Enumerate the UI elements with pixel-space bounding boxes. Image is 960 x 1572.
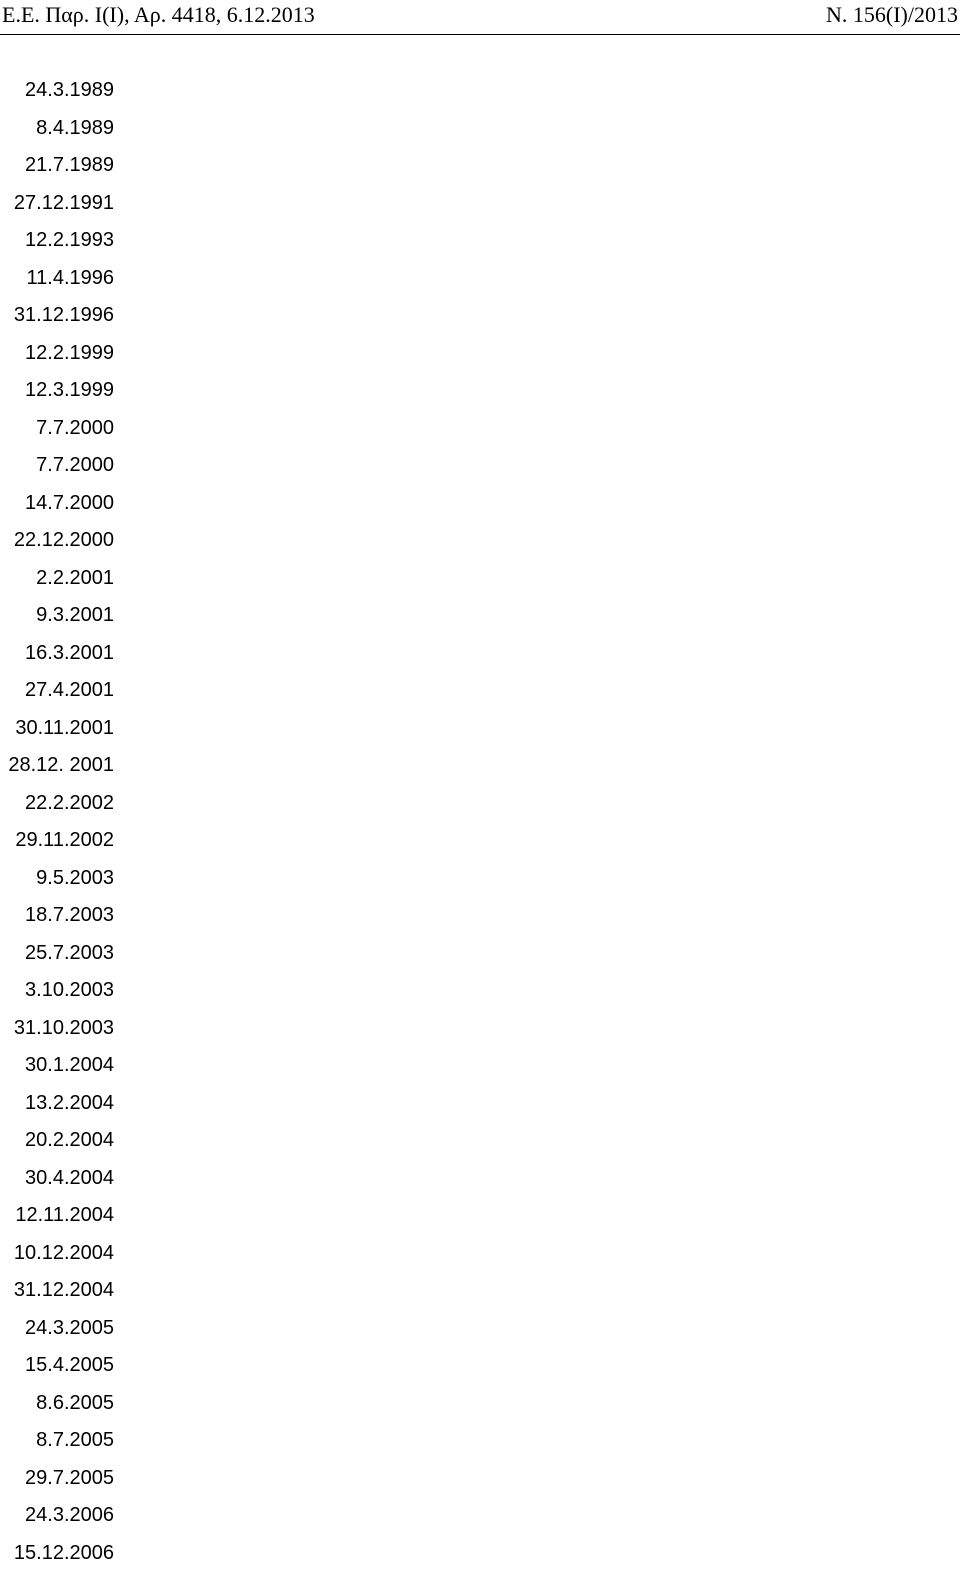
date-entry: 12.3.1999 [0, 372, 114, 410]
date-entry: 24.3.2005 [0, 1310, 114, 1348]
page-header [0, 0, 960, 30]
date-entry: 8.7.2005 [0, 1422, 114, 1460]
date-entry: 8.4.1989 [0, 110, 114, 148]
date-entry: 30.11.2001 [0, 710, 114, 748]
date-entry: 24.3.2006 [0, 1497, 114, 1535]
date-entry: 10.12.2004 [0, 1235, 114, 1273]
date-entry: 13.2.2004 [0, 1085, 114, 1123]
date-entry: 22.12.2000 [0, 522, 114, 560]
date-entry: 27.12.1991 [0, 185, 114, 223]
date-entry: 14.7.2000 [0, 485, 114, 523]
date-entry: 27.4.2001 [0, 672, 114, 710]
date-entry: 7.7.2000 [0, 447, 114, 485]
date-entry: 28.12. 2001 [0, 747, 114, 785]
date-entry: 15.4.2005 [0, 1347, 114, 1385]
date-list [0, 72, 114, 1572]
date-entry: 12.2.1999 [0, 335, 114, 373]
date-entry: 31.12.1996 [0, 297, 114, 335]
date-entry: 30.1.2004 [0, 1047, 114, 1085]
date-entry: 9.5.2003 [0, 860, 114, 898]
header-divider [0, 34, 960, 35]
date-entry: 11.4.1996 [0, 260, 114, 298]
date-entry: 15.12.2006 [0, 1535, 114, 1572]
date-entry: 12.11.2004 [0, 1197, 114, 1235]
date-entry: 29.7.2005 [0, 1460, 114, 1498]
date-entry: 31.10.2003 [0, 1010, 114, 1048]
date-entry: 18.7.2003 [0, 897, 114, 935]
date-entry: 25.7.2003 [0, 935, 114, 973]
date-entry: 12.2.1993 [0, 222, 114, 260]
date-entry: 16.3.2001 [0, 635, 114, 673]
date-entry: 3.10.2003 [0, 972, 114, 1010]
date-entry: 24.3.1989 [0, 72, 114, 110]
date-entry: 7.7.2000 [0, 410, 114, 448]
date-entry: 21.7.1989 [0, 147, 114, 185]
date-entry: 30.4.2004 [0, 1160, 114, 1198]
date-entry: 20.2.2004 [0, 1122, 114, 1160]
date-entry: 22.2.2002 [0, 785, 114, 823]
law-number: Ν. 156(Ι)/2013 [826, 2, 958, 28]
date-entry: 29.11.2002 [0, 822, 114, 860]
date-entry: 31.12.2004 [0, 1272, 114, 1310]
gazette-reference: Ε.Ε. Παρ. Ι(Ι), Αρ. 4418, 6.12.2013 [2, 2, 315, 28]
date-entry: 8.6.2005 [0, 1385, 114, 1423]
date-entry: 2.2.2001 [0, 560, 114, 598]
date-entry: 9.3.2001 [0, 597, 114, 635]
